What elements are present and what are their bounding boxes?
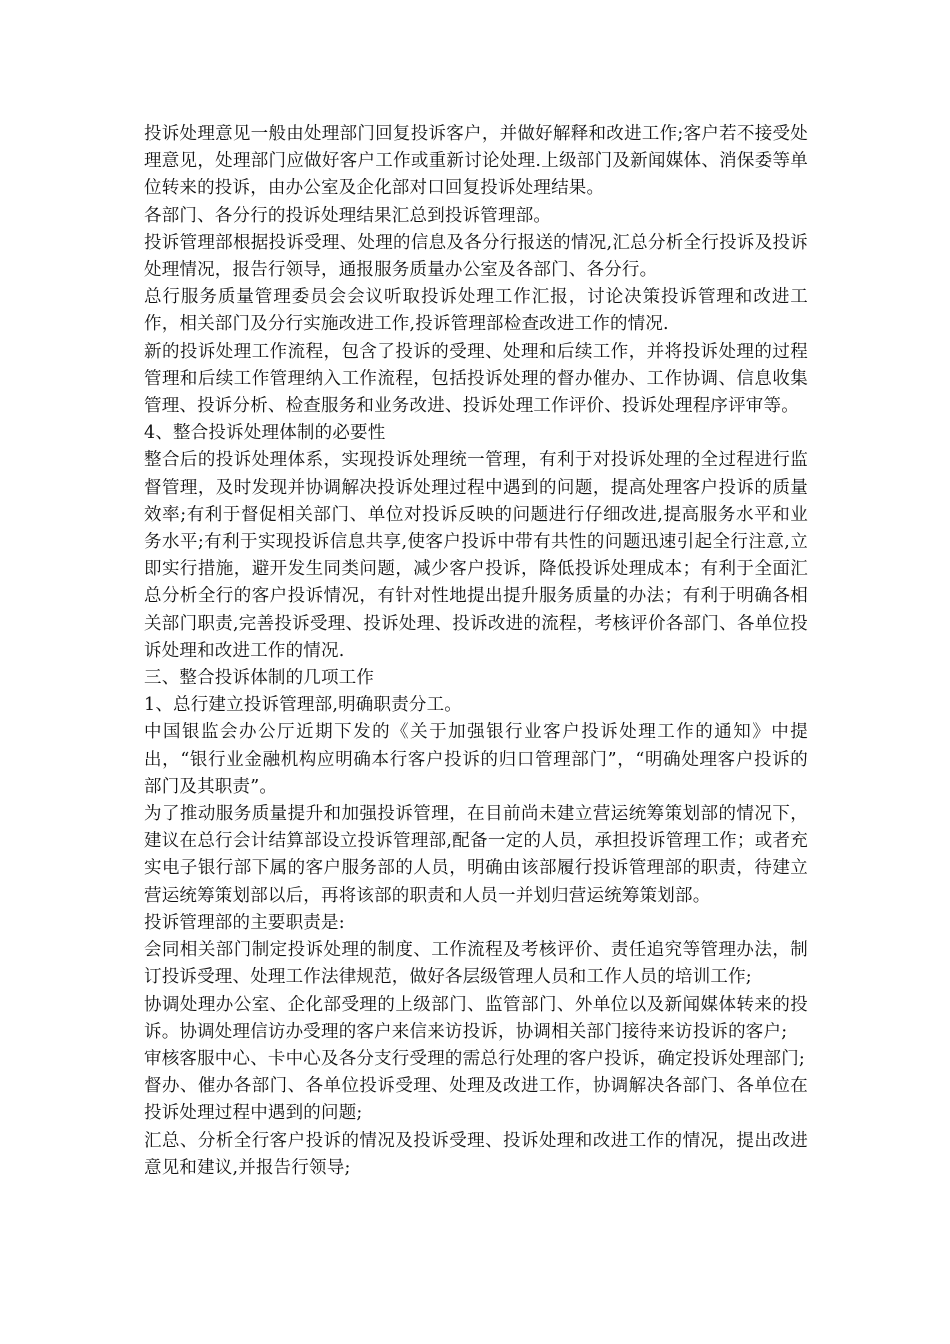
list-item: 会同相关部门制定投诉处理的制度、工作流程及考核评价、责任追究等管理办法，制订投诉受理、处理工作法律规范，做好各层级管理人员和工作人员的培训工作; bbox=[144, 940, 808, 988]
document-body bbox=[144, 121, 808, 1182]
paragraph: 为了推动服务质量提升和加强投诉管理，在目前尚未建立营运统筹策划部的情况下，建议在总行会计结算部设立投诉管理部,配备一定的人员，承担投诉管理工作；或者充实电子银行部下属的客户服务部的人员，明确由该部履行投诉管理部的职责，待建立营运统筹策划部以后，再将该部的职责和人员一并划归营运统筹策划部。 bbox=[144, 804, 808, 906]
list-item: 审核客服中心、卡中心及各分支行受理的需总行处理的客户投诉，确定投诉处理部门; bbox=[144, 1048, 805, 1069]
paragraph: 各部门、各分行的投诉处理结果汇总到投诉管理部。 bbox=[144, 205, 552, 226]
paragraph: 中国银监会办公厅近期下发的《关于加强银行业客户投诉处理工作的通知》中提出，“银行业金融机构应明确本行客户投诉的归口管理部门”，“明确处理客户投诉的部门及其职责”。 bbox=[144, 722, 808, 797]
paragraph: 整合后的投诉处理体系，实现投诉处理统一管理，有利于对投诉处理的全过程进行监督管理，及时发现并协调解决投诉处理过程中遇到的问题，提高处理客户投诉的质量效率;有利于督促相关部门、单位对投诉反映的问题进行仔细改进,提高服务水平和业务水平;有利于实现投诉信息共享,使客户投诉中带有共性的问题迅速引起全行注意,立即实行措施，避开发生同类问题，减少客户投诉，降低投诉处理成本；有利于全面汇总分析全行的客户投诉情况，有针对性地提出提升服务质量的办法；有利于明确各相关部门职责,完善投诉受理、投诉处理、投诉改进的流程，考核评价各部门、各单位投诉处理和改进工作的情况. bbox=[144, 450, 808, 661]
paragraph: 新的投诉处理工作流程，包含了投诉的受理、处理和后续工作，并将投诉处理的过程管理和后续工作管理纳入工作流程，包括投诉处理的督办催办、工作协调、信息收集管理、投诉分析、检查服务和业务改进、投诉处理工作评价、投诉处理程序评审等。 bbox=[144, 341, 808, 417]
list-item: 协调处理办公室、企化部受理的上级部门、监管部门、外单位以及新闻媒体转来的投诉。协调处理信访办受理的客户来信来访投诉，协调相关部门接待来访投诉的客户; bbox=[144, 994, 808, 1042]
section-heading: 4、整合投诉处理体制的必要性 bbox=[144, 423, 386, 444]
list-item: 督办、催办各部门、各单位投诉受理、处理及改进工作，协调解决各部门、各单位在投诉处理过程中遇到的问题; bbox=[144, 1076, 808, 1124]
paragraph: 总行服务质量管理委员会会议听取投诉处理工作汇报，讨论决策投诉管理和改进工作，相关部门及分行实施改进工作,投诉管理部检查改进工作的情况. bbox=[144, 287, 808, 335]
paragraph: 投诉管理部根据投诉受理、处理的信息及各分行报送的情况,汇总分析全行投诉及投诉处理情况，报告行领导，通报服务质量办公室及各部门、各分行。 bbox=[144, 232, 808, 281]
section-heading: 三、整合投诉体制的几项工作 bbox=[144, 668, 375, 689]
list-item: 汇总、分析全行客户投诉的情况及投诉受理、投诉处理和改进工作的情况，提出改进意见和建议,并报告行领导; bbox=[144, 1130, 808, 1178]
section-heading: 1、总行建立投诉管理部,明确职责分工。 bbox=[144, 695, 462, 716]
paragraph: 投诉管理部的主要职责是: bbox=[144, 912, 345, 933]
paragraph: 投诉处理意见一般由处理部门回复投诉客户，并做好解释和改进工作;客户若不接受处理意见，处理部门应做好客户工作或重新讨论处理.上级部门及新闻媒体、消保委等单位转来的投诉，由办公室及企化部对口回复投诉处理结果。 bbox=[144, 124, 808, 199]
